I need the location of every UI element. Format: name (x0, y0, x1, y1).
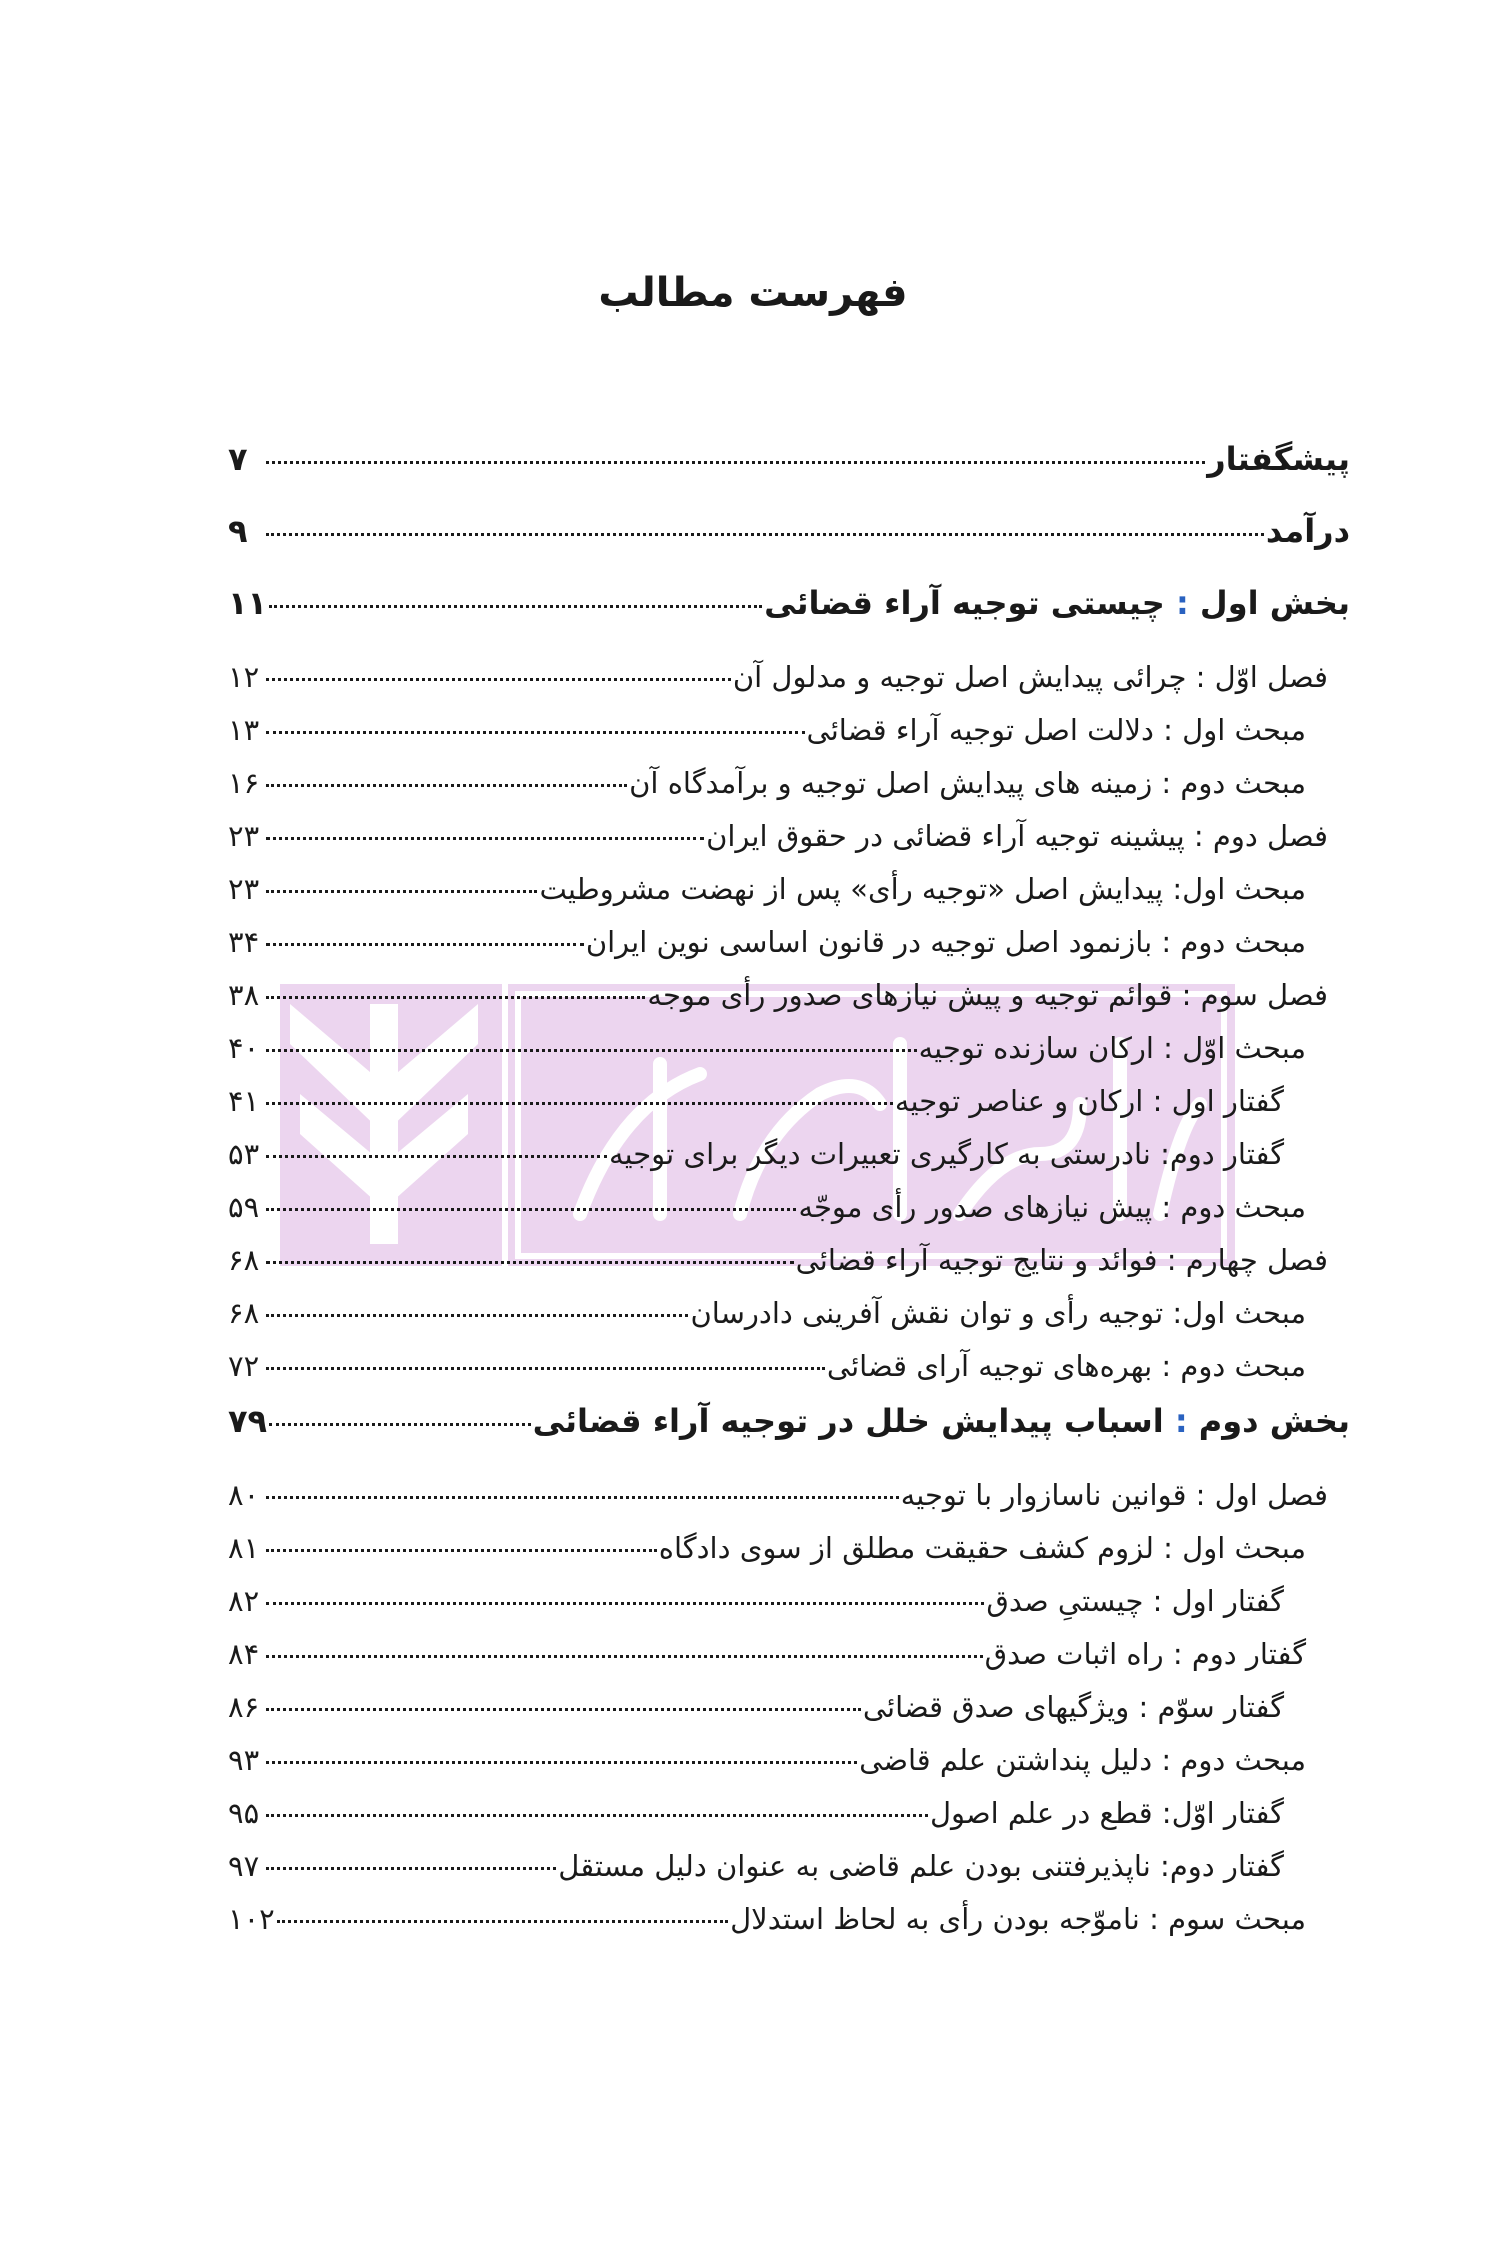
toc-entry-row[interactable] (228, 925, 1350, 978)
toc-entry-title: مبحث اول: پیدایش اصل «توجیه رأی» پس از نهضت مشروطیت (539, 872, 1306, 906)
dot-leader (266, 837, 704, 840)
toc-entry-title: مبحث دوم : بهره‌های توجیه آرای قضائی (826, 1349, 1306, 1383)
dot-leader (266, 784, 627, 787)
toc-entry-row[interactable] (228, 1902, 1350, 1955)
dot-leader (266, 533, 1264, 536)
page-number: ۹۳ (228, 1743, 260, 1777)
toc-entry-title: گفتار اول : ارکان و عناصر توجیه (894, 1084, 1284, 1118)
toc-entry-row[interactable] (228, 713, 1350, 766)
dot-leader (266, 1867, 556, 1870)
table-of-contents (228, 440, 1350, 1955)
dot-leader (266, 1102, 893, 1105)
toc-entry-title (533, 1402, 1350, 1440)
dot-leader (266, 996, 645, 999)
page-number: ۱۶ (228, 766, 260, 800)
toc-entry-row[interactable] (228, 660, 1350, 713)
dot-leader (266, 1602, 984, 1605)
toc-entry-row[interactable] (228, 1531, 1350, 1584)
page-number: ۹۷ (228, 1849, 260, 1883)
page-number: ۴۱ (228, 1084, 260, 1118)
dot-leader (266, 1814, 928, 1817)
toc-entry-row[interactable] (228, 1084, 1350, 1137)
dot-leader (266, 1708, 861, 1711)
toc-entry-title: فصل دوم : پیشینه توجیه آراء قضائی در حقوق ایران (706, 819, 1328, 853)
dot-leader (266, 1049, 917, 1052)
part-separator: : (1174, 1402, 1188, 1440)
toc-entry-title: درآمد (1265, 512, 1350, 550)
toc-heading-row[interactable] (228, 1402, 1350, 1478)
toc-entry-title: گفتار اوّل: قطع در علم اصول (929, 1796, 1284, 1830)
page-number: ۶۸ (228, 1296, 260, 1330)
page-number: ۱۲ (228, 660, 260, 694)
toc-entry-row[interactable] (228, 872, 1350, 925)
page-number: ۸۰ (228, 1478, 260, 1512)
page-number: ۹۵ (228, 1796, 260, 1830)
part-title: اسباب پیدایش خلل در توجیه آراء قضائی (532, 1402, 1164, 1440)
toc-entry-row[interactable] (228, 1849, 1350, 1902)
dot-leader (269, 605, 762, 608)
toc-entry-title: مبحث دوم : پیش نیازهای صدور رأی موجّه (798, 1190, 1306, 1224)
toc-entry-title: مبحث دوم : زمینه های پیدایش اصل توجیه و برآمدگاه آن (629, 766, 1306, 800)
toc-entry-title: گفتار دوم : راه اثبات صدق (984, 1637, 1306, 1671)
dot-leader (266, 1655, 983, 1658)
toc-entry-row[interactable] (228, 766, 1350, 819)
toc-entry-title: گفتار اول : چیستیِ صدق (986, 1584, 1284, 1618)
page-number: ۸۲ (228, 1584, 260, 1618)
toc-entry-row[interactable] (228, 1637, 1350, 1690)
toc-entry-title: مبحث اول : دلالت اصل توجیه آراء قضائی (806, 713, 1306, 747)
page-number: ۲۳ (228, 819, 260, 853)
toc-entry-title: فصل چهارم : فوائد و نتایج توجیه آراء قضائی (795, 1243, 1328, 1277)
page-number: ۳۸ (228, 978, 260, 1012)
dot-leader (266, 678, 731, 681)
dot-leader (266, 1208, 796, 1211)
toc-entry-row[interactable] (228, 1190, 1350, 1243)
page-number: ۵۹ (228, 1190, 260, 1224)
page-number: ۲۳ (228, 872, 260, 906)
dot-leader (266, 1761, 857, 1764)
toc-entry-row[interactable] (228, 819, 1350, 872)
page-number: ۸۶ (228, 1690, 260, 1724)
dot-leader (266, 461, 1205, 464)
dot-leader (269, 1423, 531, 1426)
toc-entry-title: مبحث اول : لزوم کشف حقیقت مطلق از سوی دادگاه (658, 1531, 1306, 1565)
page-number: ۱۳ (228, 713, 260, 747)
dot-leader (266, 1261, 794, 1264)
toc-entry-title: فصل سوم : قوائم توجیه و پیش نیازهای صدور رأی موجه (647, 978, 1328, 1012)
toc-entry-row[interactable] (228, 1349, 1350, 1402)
dot-leader (266, 1549, 657, 1552)
dot-leader (266, 890, 537, 893)
dot-leader (277, 1920, 728, 1923)
page-number: ۵۳ (228, 1137, 260, 1171)
dot-leader (266, 1314, 688, 1317)
toc-entry-title: فصل اول : قوانین ناسازوار با توجیه (900, 1478, 1328, 1512)
page-number: ۷۲ (228, 1349, 260, 1383)
toc-entry-row[interactable] (228, 1796, 1350, 1849)
page-number: ۳۴ (228, 925, 260, 959)
toc-entry-row[interactable] (228, 1031, 1350, 1084)
toc-heading-row[interactable] (228, 584, 1350, 660)
toc-heading-row[interactable] (228, 512, 1350, 584)
toc-entry-title (764, 584, 1350, 622)
part-label: بخش اول (1199, 584, 1350, 622)
page-number: ۱۰۲ (228, 1902, 275, 1936)
toc-heading-row[interactable] (228, 440, 1350, 512)
toc-entry-row[interactable] (228, 1296, 1350, 1349)
page-number: ۷۹ (228, 1402, 268, 1440)
page-number: ۷ (228, 440, 248, 478)
toc-entry-row[interactable] (228, 978, 1350, 1031)
toc-entry-title: مبحث اوّل : ارکان سازنده توجیه (918, 1031, 1306, 1065)
part-separator: : (1175, 584, 1189, 622)
part-title: چیستی توجیه آراء قضائی (764, 584, 1165, 622)
toc-entry-title: مبحث سوم : ناموّجه بودن رأی به لحاظ استدلال (730, 1902, 1306, 1936)
dot-leader (266, 1496, 899, 1499)
dot-leader (266, 731, 805, 734)
toc-entry-row[interactable] (228, 1137, 1350, 1190)
toc-entry-title: گفتار سوّم : ویژگیهای صدق قضائی (862, 1690, 1284, 1724)
page-number: ۱۱ (228, 584, 268, 622)
page-number: ۴۰ (228, 1031, 260, 1065)
toc-entry-title: گفتار دوم: نادرستی به کارگیری تعبیرات دیگر برای توجیه (608, 1137, 1284, 1171)
page-number: ۹ (228, 512, 248, 550)
page-title: فهرست مطالب (598, 270, 908, 316)
toc-entry-row[interactable] (228, 1243, 1350, 1296)
part-label: بخش دوم (1198, 1402, 1350, 1440)
toc-entry-title: مبحث دوم : دلیل پنداشتن علم قاضی (859, 1743, 1306, 1777)
toc-entry-row[interactable] (228, 1743, 1350, 1796)
page-number: ۸۱ (228, 1531, 260, 1565)
toc-entry-title: گفتار دوم: ناپذیرفتنی بودن علم قاضی به عنوان دلیل مستقل (558, 1849, 1284, 1883)
toc-entry-title: فصل اوّل : چرائی پیدایش اصل توجیه و مدلول آن (732, 660, 1328, 694)
dot-leader (266, 1367, 825, 1370)
toc-entry-title: مبحث دوم : بازنمود اصل توجیه در قانون اساسی نوین ایران (585, 925, 1306, 959)
toc-entry-title: مبحث اول: توجیه رأی و توان نقش آفرینی دادرسان (690, 1296, 1306, 1330)
toc-entry-row[interactable] (228, 1690, 1350, 1743)
dot-leader (266, 1155, 607, 1158)
page-number: ۶۸ (228, 1243, 260, 1277)
toc-entry-title: پیشگفتار (1207, 440, 1350, 478)
toc-entry-row[interactable] (228, 1478, 1350, 1531)
dot-leader (266, 943, 584, 946)
toc-entry-row[interactable] (228, 1584, 1350, 1637)
page-number: ۸۴ (228, 1637, 260, 1671)
